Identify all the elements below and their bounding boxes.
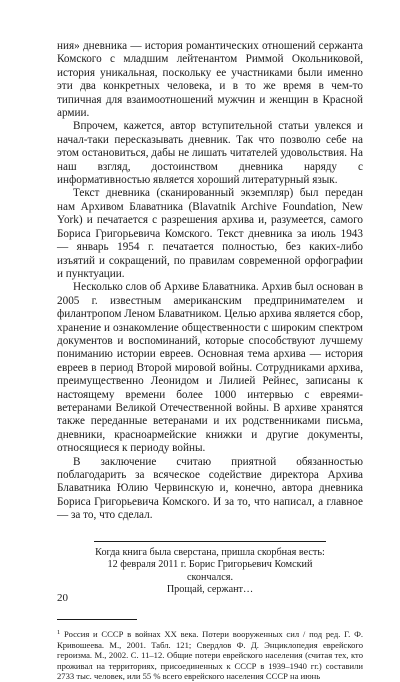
obituary-line-3: Прощай, сержант… [166, 584, 254, 596]
paragraph-continuation: ния» дневника — история романтических отношений сержанта Комского с младшим лейтенантом Риммой Окольниковой, история уникальная, поскольку ее участниками были именно эти два конкретных человека, и в то же время в чем-то типичная для взаимоотношений мужчин и женщин в Красной армии. [57, 40, 363, 120]
obituary-line-2: 12 февраля 2011 г. Борис Григорьевич Комский скончался. [107, 559, 313, 583]
paragraph-text-source: Текст дневника (сканированный экземпляр) был передан нам Архивом Блаватника (Blavatnik Archive Foundation, New York) и печатается с разрешения архива и, разумеется, самого Бориса Григорьевича Комского. Текст дневника за июль 1943 — январь 1954 г. печатается полностью, без каких-либо изъятий и сокращений, по правилам современной орфографии и пунктуации. [57, 187, 363, 280]
footnote-divider [57, 619, 137, 620]
page-number: 20 [57, 592, 68, 604]
footnote [57, 628, 363, 682]
footnote-marker: 1 [57, 629, 61, 636]
obituary-note [94, 541, 326, 597]
footnote-text: Россия и СССР в войнах XX века. Потери вооруженных сил / под ред. Г. Ф. Кривошеева. М., 2001. Табл. 121; Свердлов Ф. Д. Энциклопедия еврейского героизма. М., 2002. С. 11–12. Общие потери еврейского населения (считая тех, кто проживал на территориях, присоединенных к СССР в 1939–1940 гг.) составили 2733 тыс. человек, или 55 % всего еврейского населения СССР на июнь [57, 629, 364, 682]
paragraph-blavatnik-archive: Несколько слов об Архиве Блаватника. Архив был основан в 2005 г. известным американским предпринимателем и филантропом Леном Блаватником. Целью архива является сбор, хранение и ознакомление общественности с широким спектром документов и воспоминаний, которые способствуют лучшему пониманию истории евреев. Основная тема архива — история евреев в период Второй мировой войны. Сотрудниками архива, преимущественно Леонидом и Лилией Рейнес, записаны к настоящему времени более 1000 интервью с евреями-ветеранами Великой Отечественной войны. В архиве хранятся также переданные ветеранами и их родственниками письма, дневники, красноармейские книжки и другие документы, относящиеся к периоду войны. [57, 281, 363, 455]
paragraph-author-digression: Впрочем, кажется, автор вступительной статьи увлекся и начал-таки пересказывать дневник. Так что позволю себе на этом остановиться, дабы не лишать читателей удовольствия. На наш взгляд, достоинством дневника наряду с информативностью является хороший литературный язык. [57, 120, 363, 187]
paragraph-acknowledgements: В заключение считаю приятной обязанностью поблагодарить за всяческое содействие директора Архива Блаватника Юлию Червинскую и, конечно, автора дневника Бориса Григорьевича Комского. И за то, что написал, а главное — за то, что сделал. [57, 455, 363, 522]
obituary-line-1: Когда книга была сверстана, пришла скорбная весть: [95, 546, 325, 558]
page-content [57, 40, 363, 682]
main-text [57, 40, 363, 523]
